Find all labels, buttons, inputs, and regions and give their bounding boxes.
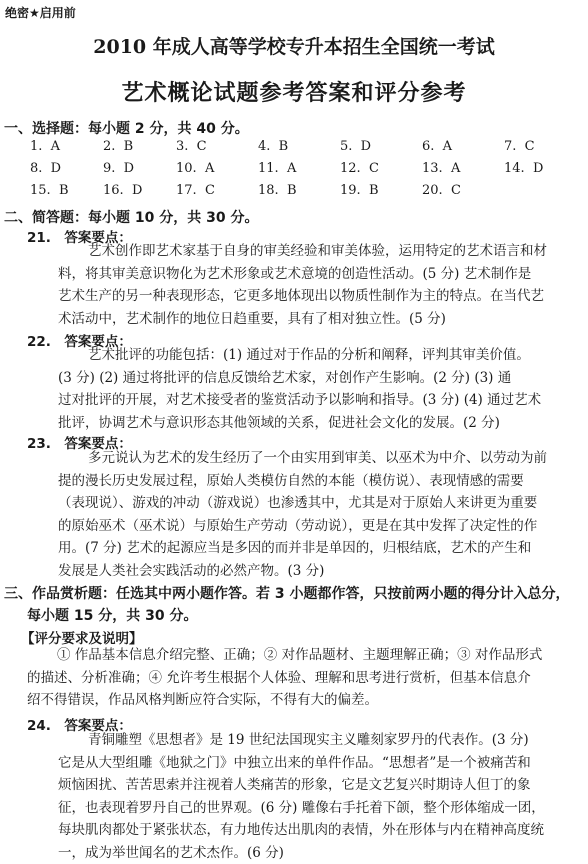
choice-answer-value: B (369, 183, 379, 198)
q22-label: 22. 答案要点： (27, 330, 132, 350)
q24-line: 征，也表现着罗丹自己的世界观。(6 分) 雕像右手托着下颌，整个形体缩成一团， (58, 797, 580, 820)
q21-line: 艺术生产的另一种表现形态，它更多地体现出以物质性制作为主的特点。在当代艺 (58, 285, 580, 308)
choice-answer-number: 14. (504, 161, 525, 176)
q21-label: 21. 答案要点： (27, 226, 132, 246)
confidential-label: 绝密★启用前 (5, 4, 76, 21)
q23-line: 用。(7 分) 艺术的起源应当是多因的而并非是单因的，归根结底，艺术的产生和 (58, 537, 580, 560)
choice-answer-item (340, 139, 371, 154)
choice-answer-number: 5. (340, 139, 352, 154)
choice-answer-value: C (525, 139, 535, 154)
choice-answer-number: 12. (340, 161, 361, 176)
choice-answer-value: A (205, 161, 214, 176)
q23-line: 的原始巫术（巫术说）与原始生产劳动（劳动说），更是在其中发挥了决定性的作 (58, 515, 580, 538)
choice-answer-value: A (287, 161, 296, 176)
q22-line: 艺术批评的功能包括：(1) 通过对于作品的分析和阐释，评判其审美价值。 (58, 344, 580, 367)
choice-answer-item (176, 161, 214, 176)
choice-answer-item (422, 183, 461, 198)
criteria-text (27, 644, 580, 712)
choice-answer-value: D (124, 161, 134, 176)
choice-answer-value: D (533, 161, 543, 176)
section3-heading-line2: 每小题 15 分，共 30 分。 (27, 605, 197, 625)
choice-answer-number: 3. (176, 139, 188, 154)
choice-answer-value: B (124, 139, 134, 154)
choice-answer-number: 18. (258, 183, 279, 198)
q23-line: 多元说认为艺术的发生经历了一个由实用到审美、以巫术为中介、以劳动为前 (58, 447, 580, 470)
choice-answer-number: 10. (176, 161, 197, 176)
choice-answer-number: 8. (30, 161, 42, 176)
q23-answer (58, 447, 580, 582)
choice-answer-item (103, 183, 142, 198)
q24-line: 它是从大型组雕《地狱之门》中独立出来的单件作品。“思想者”是一个被痛苦和 (58, 752, 580, 775)
criteria-line: 的描述、分析准确；④ 允许考生根据个人体验、理解和思考进行赏析，但基本信息介 (27, 667, 580, 690)
choice-answer-number: 11. (258, 161, 279, 176)
choice-answer-item (422, 161, 460, 176)
q23-label: 23. 答案要点： (27, 432, 132, 452)
choice-answer-value: A (443, 139, 452, 154)
choice-answer-item (422, 139, 452, 154)
choice-answer-value: A (51, 139, 60, 154)
choice-answer-number: 2. (103, 139, 115, 154)
choice-answer-item (340, 161, 379, 176)
section3-heading-line1: 三、作品赏析题：任选其中两小题作答。若 3 小题都作答，只按前两小题的得分计入总分， (4, 583, 570, 603)
q24-line: 烦恼困扰、苦苦思索并注视着人类痛苦的形象，它是文艺复兴时期诗人但丁的象 (58, 774, 580, 797)
choice-answer-item (30, 161, 61, 176)
choice-answer-item (30, 183, 69, 198)
q22-line: (3 分) (2) 通过将批评的信息反馈给艺术家，对创作产生影响。(2 分) (3) 通 (58, 367, 580, 390)
choice-answer-item (258, 139, 288, 154)
q23-line: 提的漫长历史发展过程，原始人类模仿自然的本能（模仿说）、表现情感的需要 (58, 470, 580, 493)
q24-label: 24. 答案要点： (27, 714, 132, 734)
q24-answer (58, 729, 580, 864)
choice-answer-value: D (51, 161, 61, 176)
choice-answer-number: 13. (422, 161, 443, 176)
choice-answer-value: A (451, 161, 460, 176)
choice-answer-value: C (197, 139, 207, 154)
choice-answer-value: C (205, 183, 215, 198)
criteria-line: ① 作品基本信息介绍完整、正确；② 对作品题材、主题理解正确；③ 对作品形式 (27, 644, 580, 667)
choice-answer-item (504, 139, 535, 154)
choice-answer-number: 7. (504, 139, 516, 154)
choice-answer-number: 6. (422, 139, 434, 154)
choice-answer-value: D (132, 183, 142, 198)
q22-line: 批评，协调艺术与意识形态其他领域的关系，促进社会文化的发展。(2 分) (58, 412, 580, 435)
exam-title: 2010 年成人高等学校专升本招生全国统一考试 (0, 32, 588, 59)
choice-answer-value: C (369, 161, 379, 176)
section1-heading: 一、选择题：每小题 2 分，共 40 分。 (4, 118, 249, 138)
q21-line: 术活动中，艺术制作的地位日趋重要，具有了相对独立性。(5 分) (58, 308, 580, 331)
choice-answer-value: D (361, 139, 371, 154)
choice-answer-item (258, 183, 297, 198)
choice-answer-value: B (59, 183, 69, 198)
criteria-title: 【评分要求及说明】 (21, 627, 143, 647)
section2-heading: 二、简答题：每小题 10 分，共 30 分。 (4, 207, 258, 227)
q21-answer (58, 240, 580, 330)
choice-answer-item (176, 139, 207, 154)
q24-line: 青铜雕塑《思想者》是 19 世纪法国现实主义雕刻家罗丹的代表作。(3 分) (58, 729, 580, 752)
choice-answer-item (176, 183, 215, 198)
q22-line: 过对批评的开展，对艺术接受者的鉴赏活动予以影响和指导。(3 分) (4) 通过艺术 (58, 389, 580, 412)
q21-line: 艺术创作即艺术家基于自身的审美经验和审美体验，运用特定的艺术语言和材 (58, 240, 580, 263)
choice-answer-item (30, 139, 60, 154)
choice-answer-number: 17. (176, 183, 197, 198)
q24-line: 一，成为举世闻名的艺术杰作。(6 分) (58, 842, 580, 864)
choice-answer-item (340, 183, 379, 198)
exam-subtitle: 艺术概论试题参考答案和评分参考 (0, 76, 588, 107)
choice-answer-number: 16. (103, 183, 124, 198)
q22-answer (58, 344, 580, 434)
q23-line: 发展是人类社会实践活动的必然产物。(3 分) (58, 560, 580, 583)
choice-answer-value: B (287, 183, 297, 198)
choice-answer-number: 15. (30, 183, 51, 198)
criteria-line: 绍不得错误，作品风格判断应符合实际，不得有大的偏差。 (27, 689, 580, 712)
choice-answer-item (258, 161, 296, 176)
q24-line: 每块肌肉都处于紧张状态，有力地传达出肌肉的表情，外在形体与内在精神高度统 (58, 819, 580, 842)
choice-answer-number: 1. (30, 139, 42, 154)
choice-answer-number: 19. (340, 183, 361, 198)
q23-line: （表现说）、游戏的冲动（游戏说）也渗透其中，尤其是对于原始人来讲更为重要 (58, 492, 580, 515)
choice-answer-item (103, 139, 133, 154)
q21-line: 料，将其审美意识物化为艺术形象或艺术意境的创造性活动。(5 分) 艺术制作是 (58, 263, 580, 286)
choice-answer-number: 4. (258, 139, 270, 154)
choice-answer-item (504, 161, 543, 176)
choice-answer-value: B (279, 139, 289, 154)
choice-answer-value: C (451, 183, 461, 198)
choice-answer-number: 9. (103, 161, 115, 176)
choice-answer-number: 20. (422, 183, 443, 198)
choice-answer-item (103, 161, 134, 176)
